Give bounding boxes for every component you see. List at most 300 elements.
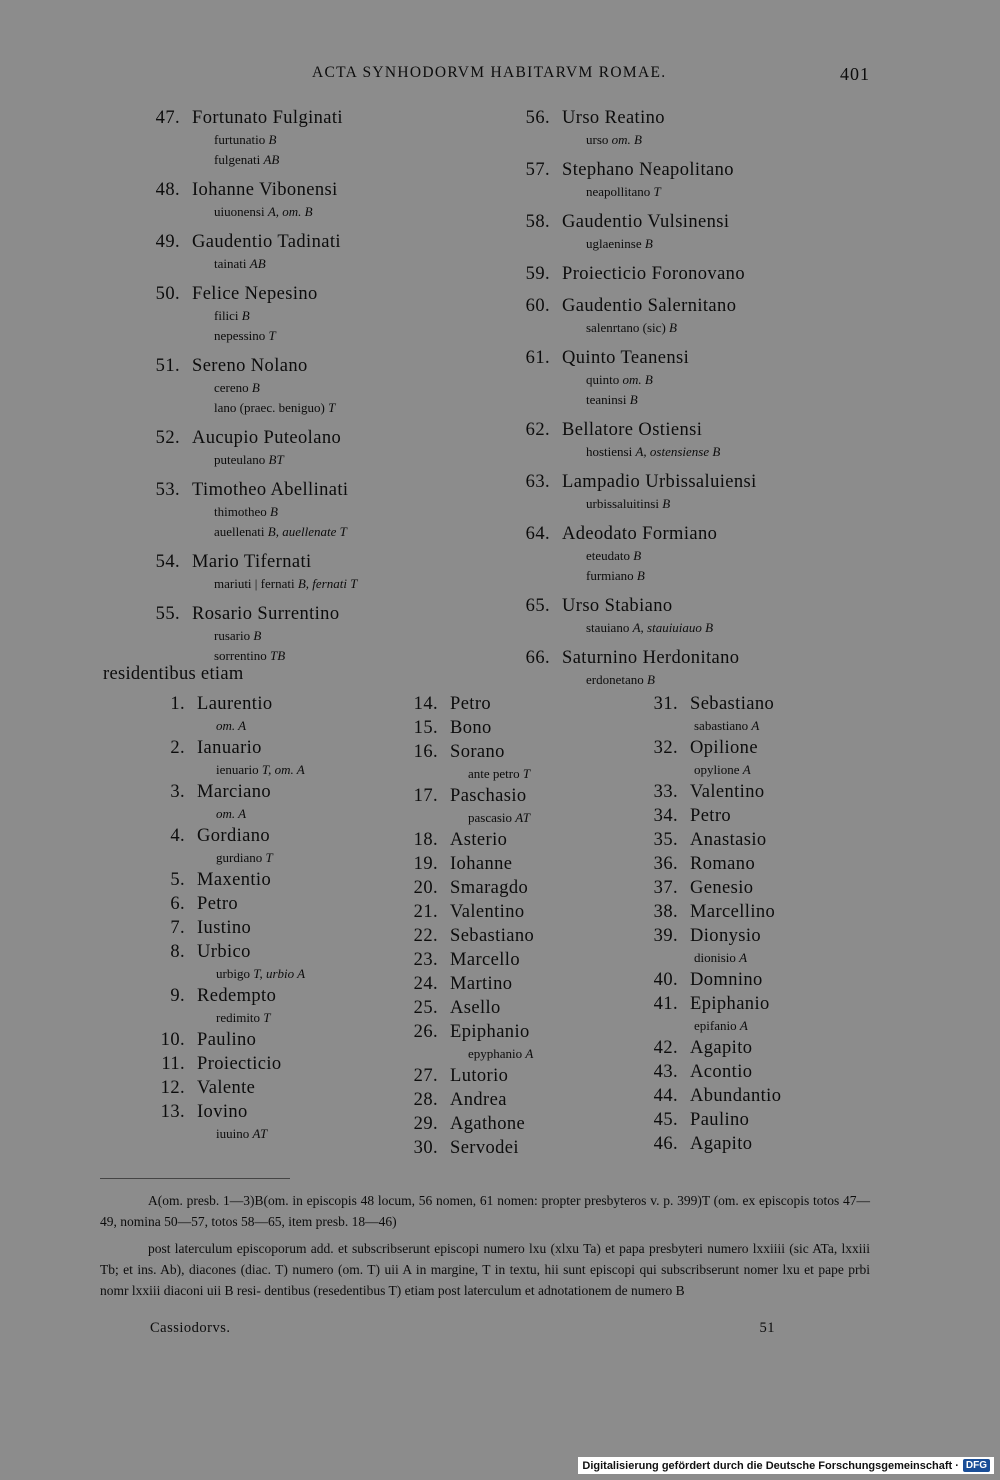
- entry-heading: [100, 1100, 380, 1124]
- entry-heading: [500, 106, 870, 130]
- entry-name: Opilione: [690, 738, 758, 758]
- entry-name: Andrea: [450, 1090, 507, 1110]
- entry-heading: [600, 924, 870, 948]
- variant-siglum: TB: [269, 648, 286, 663]
- entry-name: Asello: [450, 998, 501, 1018]
- entry-name: Bellatore Ostiensi: [562, 420, 703, 440]
- variant-siglum: A, ostensiense B: [635, 444, 721, 459]
- variant-reading: [500, 130, 870, 150]
- entry-heading: [370, 1020, 630, 1044]
- variant-reading: [500, 670, 870, 690]
- variant-text: uglaeninse: [586, 236, 642, 251]
- bishops-list-left: [100, 106, 500, 666]
- variant-reading: [100, 1124, 380, 1144]
- list-entry: [100, 354, 500, 418]
- entry-name: Iohanne: [450, 854, 513, 874]
- variant-reading: [100, 760, 380, 780]
- entry-number: 29.: [413, 1114, 438, 1134]
- variant-reading: [500, 442, 870, 462]
- entry-name: Asterio: [450, 830, 508, 850]
- variant-text: fulgenati: [214, 152, 261, 167]
- dfg-credit-text: Digitalisierung gefördert durch die Deutsche Forschungsgemeinschaft ·: [582, 1459, 959, 1472]
- variant-siglum: AB: [263, 152, 280, 167]
- variant-reading: [600, 716, 870, 736]
- entry-number: 62.: [525, 420, 550, 440]
- variant-reading: [600, 948, 870, 968]
- list-entry: [600, 900, 870, 924]
- entry-number: 51.: [155, 356, 180, 376]
- entry-heading: [100, 1076, 380, 1100]
- entry-name: Valentino: [450, 902, 525, 922]
- variant-reading: [100, 716, 380, 736]
- variant-siglum: om. A: [216, 806, 247, 821]
- entry-name: Smaragdo: [450, 878, 529, 898]
- variant-reading: [500, 566, 870, 586]
- list-entry: [100, 550, 500, 594]
- entry-number: 61.: [525, 348, 550, 368]
- entry-number: 23.: [413, 950, 438, 970]
- entry-number: 1.: [170, 694, 185, 714]
- variant-text: quinto: [586, 372, 620, 387]
- entry-name: Dionysio: [690, 926, 762, 946]
- list-entry: [600, 852, 870, 876]
- entry-heading: [100, 984, 380, 1008]
- variant-reading: [100, 254, 500, 274]
- list-entry: [370, 1064, 630, 1088]
- entry-number: 8.: [170, 942, 185, 962]
- entry-number: 21.: [413, 902, 438, 922]
- entry-heading: [100, 354, 500, 378]
- entry-number: 58.: [525, 212, 550, 232]
- list-entry: [500, 418, 870, 462]
- variant-siglum: A, om. B: [267, 204, 313, 219]
- entry-number: 28.: [413, 1090, 438, 1110]
- entry-name: Domnino: [690, 970, 763, 990]
- variant-text: tainati: [214, 256, 247, 271]
- variant-siglum: A: [739, 1018, 748, 1033]
- bishops-list-right: [500, 106, 870, 690]
- variant-text: redimito: [216, 1010, 261, 1025]
- entry-number: 18.: [413, 830, 438, 850]
- list-entry: [370, 828, 630, 852]
- presbyters-column-3: [600, 692, 870, 1156]
- list-entry: [600, 1132, 870, 1156]
- entry-number: 66.: [525, 648, 550, 668]
- list-entry: [370, 972, 630, 996]
- entry-name: Saturnino Herdonitano: [562, 648, 740, 668]
- list-entry: [370, 852, 630, 876]
- entry-heading: [370, 1112, 630, 1136]
- variant-reading: [500, 318, 870, 338]
- apparatus-notes: [100, 1190, 870, 1307]
- entry-number: 2.: [170, 738, 185, 758]
- entry-heading: [500, 646, 870, 670]
- running-title: ACTA SYNHODORVM HABITARVM ROMAE.: [312, 64, 667, 81]
- entry-name: Urso Reatino: [562, 108, 665, 128]
- entry-name: Acontio: [690, 1062, 753, 1082]
- entry-heading: [370, 996, 630, 1020]
- entry-name: Urso Stabiano: [562, 596, 673, 616]
- dfg-banner: [578, 1457, 994, 1474]
- entry-number: 48.: [155, 180, 180, 200]
- presbyters-column-1: [100, 692, 380, 1144]
- entry-number: 42.: [653, 1038, 678, 1058]
- variant-reading: [500, 370, 870, 390]
- variant-text: opylione: [694, 762, 740, 777]
- variant-text: iuuino: [216, 1126, 250, 1141]
- entry-number: 44.: [653, 1086, 678, 1106]
- variant-text: erdonetano: [586, 672, 644, 687]
- variant-text: teaninsi: [586, 392, 627, 407]
- entry-heading: [100, 602, 500, 626]
- variant-reading: [100, 522, 500, 542]
- entry-heading: [600, 1060, 870, 1084]
- variant-text: eteudato: [586, 548, 631, 563]
- entry-number: 6.: [170, 894, 185, 914]
- entry-number: 60.: [525, 296, 550, 316]
- variant-siglum: om. B: [611, 132, 642, 147]
- list-entry: [100, 940, 380, 984]
- entry-name: Proiecticio: [197, 1054, 282, 1074]
- variant-siglum: B: [253, 628, 262, 643]
- entry-heading: [100, 824, 380, 848]
- entry-number: 7.: [170, 918, 185, 938]
- variant-text: urbigo: [216, 966, 250, 981]
- entry-name: Genesio: [690, 878, 754, 898]
- entry-heading: [500, 418, 870, 442]
- variant-reading: [500, 182, 870, 202]
- variant-siglum: A, stauiuiauo B: [632, 620, 714, 635]
- entry-name: Gaudentio Salernitano: [562, 296, 737, 316]
- entry-heading: [100, 940, 380, 964]
- entry-heading: [100, 106, 500, 130]
- list-entry: [500, 210, 870, 254]
- entry-heading: [100, 478, 500, 502]
- entry-heading: [600, 804, 870, 828]
- entry-name: Paulino: [197, 1030, 257, 1050]
- entry-heading: [600, 692, 870, 716]
- entry-number: 36.: [653, 854, 678, 874]
- list-entry: [370, 784, 630, 828]
- page-number: 401: [840, 64, 870, 84]
- list-entry: [100, 1076, 380, 1100]
- variant-text: epyphanio: [468, 1046, 523, 1061]
- entry-name: Sebastiano: [450, 926, 535, 946]
- entry-heading: [100, 178, 500, 202]
- list-entry: [100, 824, 380, 868]
- entry-name: Marcello: [450, 950, 520, 970]
- entry-heading: [100, 780, 380, 804]
- list-entry: [600, 1108, 870, 1132]
- entry-name: Agapito: [690, 1134, 753, 1154]
- list-entry: [100, 736, 380, 780]
- entry-heading: [500, 470, 870, 494]
- entry-number: 46.: [653, 1134, 678, 1154]
- variant-text: cereno: [214, 380, 249, 395]
- entry-heading: [100, 230, 500, 254]
- variant-text: furtunatio: [214, 132, 266, 147]
- entry-heading: [370, 740, 630, 764]
- entry-name: Felice Nepesino: [192, 284, 318, 304]
- entry-name: Valentino: [690, 782, 765, 802]
- list-entry: [370, 900, 630, 924]
- list-entry: [600, 692, 870, 736]
- variant-text: mariuti | fernati: [214, 576, 295, 591]
- variant-siglum: A: [751, 718, 760, 733]
- entry-number: 14.: [413, 694, 438, 714]
- entry-number: 34.: [653, 806, 678, 826]
- variant-text: pascasio: [468, 810, 513, 825]
- variant-text: gurdiano: [216, 850, 263, 865]
- variant-siglum: T: [263, 1010, 271, 1025]
- entry-number: 5.: [170, 870, 185, 890]
- entry-name: Redempto: [197, 986, 277, 1006]
- entry-number: 35.: [653, 830, 678, 850]
- entry-number: 53.: [155, 480, 180, 500]
- list-entry: [600, 876, 870, 900]
- entry-number: 33.: [653, 782, 678, 802]
- entry-heading: [100, 868, 380, 892]
- entry-heading: [370, 1088, 630, 1112]
- entry-heading: [600, 1036, 870, 1060]
- entry-number: 22.: [413, 926, 438, 946]
- signature-mark: Cassiodorvs.: [150, 1320, 231, 1336]
- variant-text: stauiano: [586, 620, 630, 635]
- variant-text: uiuonensi: [214, 204, 265, 219]
- list-entry: [600, 804, 870, 828]
- variant-siglum: om. B: [622, 372, 653, 387]
- list-entry: [370, 996, 630, 1020]
- entry-heading: [500, 158, 870, 182]
- list-entry: [500, 522, 870, 586]
- entry-name: Lutorio: [450, 1066, 509, 1086]
- entry-name: Sereno Nolano: [192, 356, 308, 376]
- entry-heading: [100, 282, 500, 306]
- entry-name: Marciano: [197, 782, 272, 802]
- entry-name: Iustino: [197, 918, 252, 938]
- list-entry: [370, 740, 630, 784]
- entry-heading: [500, 262, 870, 286]
- variant-reading: [100, 306, 500, 326]
- entry-heading: [370, 948, 630, 972]
- list-entry: [100, 230, 500, 274]
- entry-name: Fortunato Fulginati: [192, 108, 343, 128]
- entry-heading: [600, 992, 870, 1016]
- list-entry: [500, 470, 870, 514]
- variant-reading: [100, 574, 500, 594]
- entry-name: Abundantio: [690, 1086, 782, 1106]
- entry-heading: [600, 1108, 870, 1132]
- entry-name: Quinto Teanensi: [562, 348, 690, 368]
- entry-heading: [500, 594, 870, 618]
- entry-heading: [500, 294, 870, 318]
- variant-siglum: B: [647, 672, 655, 687]
- entry-heading: [370, 692, 630, 716]
- variant-siglum: T: [328, 400, 336, 415]
- variant-text: puteulano: [214, 452, 266, 467]
- variant-reading: [500, 546, 870, 566]
- entry-name: Paulino: [690, 1110, 750, 1130]
- entry-number: 13.: [160, 1102, 185, 1122]
- entry-name: Agathone: [450, 1114, 526, 1134]
- variant-siglum: B: [629, 392, 638, 407]
- list-entry: [370, 876, 630, 900]
- entry-number: 56.: [525, 108, 550, 128]
- list-entry: [600, 992, 870, 1036]
- dfg-logo-icon: DFG: [963, 1459, 990, 1472]
- variant-reading: [500, 234, 870, 254]
- variant-siglum: A: [525, 1046, 534, 1061]
- list-entry: [100, 868, 380, 892]
- variant-reading: [100, 964, 380, 984]
- list-entry: [600, 828, 870, 852]
- entry-number: 19.: [413, 854, 438, 874]
- variant-reading: [100, 450, 500, 470]
- entry-heading: [370, 876, 630, 900]
- variant-reading: [100, 202, 500, 222]
- entry-name: Timotheo Abellinati: [192, 480, 349, 500]
- entry-number: 12.: [160, 1078, 185, 1098]
- variant-reading: [600, 760, 870, 780]
- entry-heading: [370, 1136, 630, 1160]
- apparatus-note: post laterculum episcoporum add. et subscribserunt episcopi numero lxu (xlxu Ta) et papa presbyteri numero lxxiiii (sic ATa, lxxiii Tb; et ins. Ab), diacones (diac. T) numero (om. T) uii A in margine, T in textu, hii sunt episcopi qui subscribserunt nomer lxu et pape prbi nomr lxxiii diaconi uii B resi- dentibus (resedentibus T) etiam post laterculum et adnotationem de numero B: [100, 1241, 870, 1298]
- list-entry: [600, 968, 870, 992]
- variant-reading: [100, 1008, 380, 1028]
- list-entry: [600, 736, 870, 780]
- apparatus-note: A(om. presb. 1—3)B(om. in episcopis 48 locum, 56 nomen, 61 nomen: propter presbyteros v. p. 399)T (om. ex episcopis totos 47—49, nomina 50—57, totos 58—65, item presb. 18—46): [100, 1193, 870, 1229]
- variant-text: neapollitano: [586, 184, 651, 199]
- list-entry: [100, 780, 380, 824]
- list-entry: [100, 602, 500, 666]
- variant-text: sabastiano: [694, 718, 749, 733]
- variant-siglum: B: [269, 504, 278, 519]
- entry-number: 11.: [161, 1054, 185, 1074]
- entry-heading: [370, 784, 630, 808]
- entry-name: Epiphanio: [450, 1022, 530, 1042]
- entry-number: 17.: [413, 786, 438, 806]
- entry-heading: [100, 550, 500, 574]
- list-entry: [370, 924, 630, 948]
- entry-name: Rosario Surrentino: [192, 604, 340, 624]
- list-entry: [500, 158, 870, 202]
- variant-reading: [100, 378, 500, 398]
- list-entry: [500, 294, 870, 338]
- list-entry: [370, 1112, 630, 1136]
- variant-siglum: AB: [249, 256, 266, 271]
- entry-number: 25.: [413, 998, 438, 1018]
- variant-siglum: B: [241, 308, 250, 323]
- entry-name: Aucupio Puteolano: [192, 428, 342, 448]
- list-entry: [100, 1052, 380, 1076]
- entry-heading: [500, 346, 870, 370]
- entry-name: Mario Tifernati: [192, 552, 312, 572]
- entry-name: Ianuario: [197, 738, 262, 758]
- variant-text: dionisio: [694, 950, 736, 965]
- entry-heading: [100, 916, 380, 940]
- entry-heading: [100, 426, 500, 450]
- variant-siglum: B, auellenate T: [267, 524, 347, 539]
- list-entry: [100, 1100, 380, 1144]
- entry-heading: [370, 852, 630, 876]
- entry-name: Servodei: [450, 1138, 519, 1158]
- entry-number: 45.: [653, 1110, 678, 1130]
- entry-heading: [600, 736, 870, 760]
- variant-text: filici: [214, 308, 239, 323]
- list-entry: [100, 984, 380, 1028]
- entry-number: 59.: [525, 264, 550, 284]
- variant-siglum: AT: [515, 810, 530, 825]
- entry-number: 31.: [653, 694, 678, 714]
- variant-reading: [500, 494, 870, 514]
- list-entry: [370, 1088, 630, 1112]
- variant-text: urbissaluitinsi: [586, 496, 659, 511]
- list-entry: [500, 594, 870, 638]
- entry-number: 38.: [653, 902, 678, 922]
- variant-reading: [100, 502, 500, 522]
- variant-siglum: B: [636, 568, 645, 583]
- entry-name: Petro: [690, 806, 732, 826]
- list-entry: [370, 948, 630, 972]
- entry-name: Sorano: [450, 742, 505, 762]
- entry-name: Sebastiano: [690, 694, 775, 714]
- list-entry: [100, 1028, 380, 1052]
- variant-siglum: BT: [268, 452, 284, 467]
- entry-heading: [500, 210, 870, 234]
- entry-heading: [600, 1132, 870, 1156]
- variant-reading: [100, 398, 500, 418]
- list-entry: [500, 346, 870, 410]
- variant-reading: [100, 130, 500, 150]
- list-entry: [600, 780, 870, 804]
- entry-number: 55.: [155, 604, 180, 624]
- variant-text: sorrentino: [214, 648, 267, 663]
- entry-name: Romano: [690, 854, 756, 874]
- variant-text: lano (praec. beniguo): [214, 400, 325, 415]
- entry-number: 20.: [413, 878, 438, 898]
- entry-name: Gordiano: [197, 826, 271, 846]
- entry-number: 40.: [653, 970, 678, 990]
- list-entry: [370, 692, 630, 716]
- variant-siglum: B: [268, 132, 277, 147]
- entry-name: Martino: [450, 974, 513, 994]
- entry-number: 54.: [155, 552, 180, 572]
- variant-reading: [500, 390, 870, 410]
- variant-text: auellenati: [214, 524, 265, 539]
- entry-heading: [600, 780, 870, 804]
- entry-heading: [370, 828, 630, 852]
- entry-number: 4.: [170, 826, 185, 846]
- variant-siglum: B: [633, 548, 642, 563]
- list-entry: [600, 1060, 870, 1084]
- entry-heading: [100, 892, 380, 916]
- entry-heading: [600, 1084, 870, 1108]
- entry-name: Paschasio: [450, 786, 527, 806]
- variant-reading: [600, 1016, 870, 1036]
- entry-name: Proiecticio Foronovano: [562, 264, 745, 284]
- entry-number: 27.: [413, 1066, 438, 1086]
- variant-text: rusario: [214, 628, 251, 643]
- entry-number: 52.: [155, 428, 180, 448]
- list-entry: [600, 1084, 870, 1108]
- list-entry: [100, 106, 500, 170]
- entry-name: Lampadio Urbissaluiensi: [562, 472, 757, 492]
- entry-heading: [600, 876, 870, 900]
- entry-number: 47.: [155, 108, 180, 128]
- variant-text: furmiano: [586, 568, 634, 583]
- entry-heading: [100, 1052, 380, 1076]
- list-entry: [370, 1136, 630, 1160]
- entry-number: 16.: [413, 742, 438, 762]
